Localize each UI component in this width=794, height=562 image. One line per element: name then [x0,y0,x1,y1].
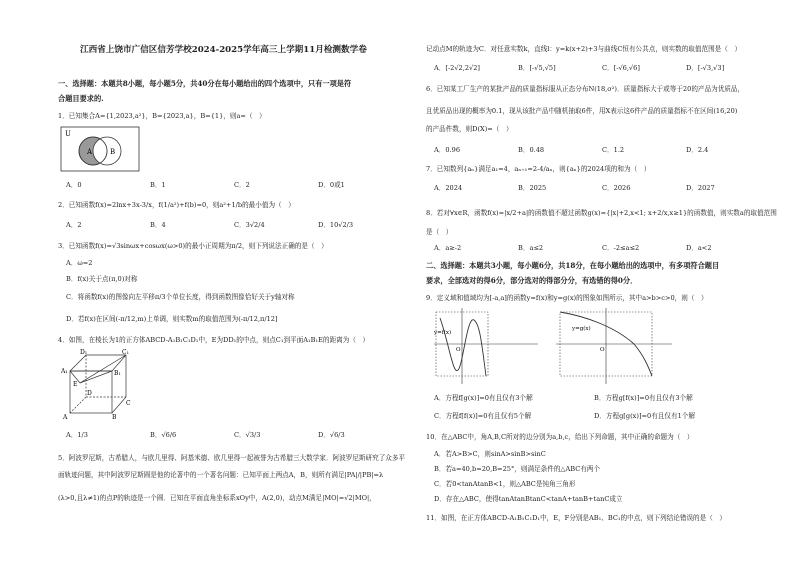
q2-option-a: A．2 [66,221,82,229]
venn-a-label: A [87,148,93,156]
q5-text-line-3: (λ>0,且λ≠1)的点P的轨迹是一个圆．已知在平面直角坐标系xOy中，A(2,0)，动点M满足|MO|=√2|MO|， [58,494,376,502]
q10-stem: 10．在△ABC中，角A,B,C所对的边分别为a,b,c，给出下列命题，其中正确的命题为（ ） [426,433,694,441]
q7-option-c: C．2026 [602,184,631,192]
venn-u-label: U [65,130,71,138]
venn-b-label: B [110,148,116,156]
cube-label-d1: D₁ [80,349,88,356]
q2-option-d: D．10√2/3 [318,221,354,229]
q3-option-a: A．ω=2 [66,259,93,267]
q1-option-b: B．1 [150,181,166,189]
q11-stem: 11．如图，在正方体ABCD-A₁B₁C₁D₁中，E，F分别是AB₁、BC₁的中点，则下列结论错误的是（ ） [426,514,727,522]
q3-option-b: B．f(x)关于点(π,0)对称 [66,275,138,283]
q8-option-a: A．a≥-2 [434,244,462,252]
q2-stem: 2．已知函数f(x)=2lnx+3x-3/x，f(1/a²)+f(b)=0，则a²+1/b的最小值为（ ） [58,201,295,209]
cube-label-a1: A₁ [61,368,68,375]
q8-option-d: D．a<2 [686,244,712,252]
section-2-header: 二、选择题：本题共3小题，每小题6分，共18分，在每小题给出的选项中，有多项符合题目 [426,261,720,270]
q6-option-d: D．2.4 [686,146,709,154]
q4-stem: 4．如图，在棱长为1的正方体ABCD-A₁B₁C₁D₁中，E为DD₁的中点，则点C₁到平面A₁B₁E的距离为（ ） [58,336,370,344]
q5-text-line-4: 记动点M的轨迹为C．对任意实数k，直线l：y=k(x+2)+3与曲线C恒有公共点，则实数的取值范围是（ ） [426,45,742,53]
cube-label-c: C [126,400,131,407]
q9-option-a: A．方程f[g(x)]=0有且仅有3个解 [434,394,533,402]
q6-option-b: B．0.48 [518,146,545,154]
section-1-header: 一、选择题：本题共8小题，每小题5分，共40分在每小题给出的四个选项中，只有一项是符 [58,79,352,88]
q3-stem: 3．已知函数f(x)=√3sinωx+cosωx(ω>0)的最小正周期为π/2，则下列说法正确的是（ ） [58,242,328,250]
right-column [426,0,777,562]
q7-stem: 7．已知数列{aₙ}满足a₁=4，aₙ₊₁=2-4/aₙ，则{aₙ}的2024项的和为（ ） [426,165,651,173]
q1-option-a: A．0 [66,181,82,189]
q10-option-a: A．若A>B>C，则sinA>sinB>sinC [434,450,546,458]
q1-option-d: D．0或1 [318,181,345,189]
q2-option-b: B．4 [150,221,166,229]
section-2-header-cont: 要求，全部选对的得6分，部分选对的得部分分，有选错的得0分． [426,276,638,285]
q7-option-d: D．2027 [686,184,715,192]
q8-text-line-2: 是（ ） [426,228,453,236]
cube-label-b1: B₁ [114,370,121,377]
q9-f-ylabel: y=f(x) [434,330,452,336]
page-title: 江西省上饶市广信区信芳学校2024-2025学年高三上学期11月检测数学卷 [80,45,367,55]
q1-venn-diagram [60,126,140,172]
q1-option-c: C．2 [234,181,250,189]
cube-label-e: E [73,381,78,388]
q4-option-c: C．√3/3 [234,431,261,439]
q4-cube-figure [60,349,132,421]
q4-option-b: B．√6/6 [150,431,177,439]
cube-label-b: B [112,414,117,421]
q9-graph-g [554,306,674,386]
left-column [58,0,406,562]
q5-option-d: D．[-√3,√3] [686,64,725,72]
q7-option-a: A．2024 [434,184,463,192]
q6-text-line-2: 且优质品出现的概率为0.1，现从该批产品中随机抽取6件，用X表示这6件产品的质量指标不在区间(16,20) [426,107,738,115]
q9-option-c: C．方程f[f(x)]=0有且仅有5个解 [434,412,532,420]
q5-text-line-2: 面轨迹问题，其中阿波罗尼斯圆是他的论著中的一个著名问题：已知平面上两点A，B，则所有满足|PA|/|PB|=λ [58,471,384,479]
q5-option-b: B．[-√5,√5] [518,64,556,72]
q6-text-line-3: 的产品件数，则D(X)=（ ） [426,125,513,133]
q9-g-ylabel: y=g(x) [572,326,591,332]
cube-label-a: A [63,414,68,421]
q5-option-c: C．[-√6,√6] [602,64,640,72]
q6-option-c: C．1.2 [602,146,625,154]
q8-option-b: B．a≤2 [518,244,544,252]
q7-option-b: B．2025 [518,184,547,192]
q4-option-d: D．√6/3 [318,431,345,439]
q9-graph-f [432,306,542,386]
q1-stem: 1．已知集合A={1,2023,a²}，B={2023,a}，B={1}，则a=（ ） [58,112,266,120]
cube-label-c1: C₁ [122,349,129,356]
q8-option-c: C．-2≤a≤2 [602,244,640,252]
q9-g-origin: O [600,347,605,353]
q4-option-a: A．1/3 [66,431,88,439]
q10-option-b: B．若a=40,b=20,B=25°，则满足条件的△ABC有两个 [434,465,601,473]
q6-text-line-1: 6．已知某工厂生产的某批产品的质量指标服从正态分布N(18,σ²)．质量指标大于或等于20的产品为优质品， [426,85,745,93]
q6-option-a: A．0.96 [434,146,461,154]
q3-option-d: D．若f(x)在区间(-π/12,m)上单调，则实数m的取值范围为(-π/12,π/12] [66,315,278,323]
q9-f-origin: O [456,347,461,353]
q5-text-line-1: 5．阿波罗尼斯，古希腊人，与欧几里得、阿基米德、欧几里得一起被誉为古希腊三大数学家．阿波罗尼斯研究了众多平 [58,454,406,462]
q9-option-b: B．方程g[f(x)]=0有且仅有3个解 [594,394,693,402]
cube-label-d: D [87,390,92,397]
q8-text-line-1: 8．若对∀x∈R，函数f(x)=|x/2+a|的函数值不超过函数g(x)={|x|+2,x<1; x+2/x,x≥1}的函数值，则实数a的取值范围 [426,209,777,217]
q3-option-c: C．将函数f(x)的图像向左平移π/3个单位长度，得到函数图像恰好关于y轴对称 [66,293,295,301]
q9-option-d: D．方程g[g(x)]=0有且仅有1个解 [594,412,695,420]
q2-option-c: C．3√2/4 [234,221,265,229]
q5-option-a: A．[-2√2,2√2] [434,64,481,72]
section-1-header-cont: 合题目要求的. [58,94,104,103]
q10-option-d: D．存在△ABC，使得tanAtanBtanC<tanA+tanB+tanC成立 [434,495,623,503]
q10-option-c: C．若0<tanAtanB<1，则△ABC是钝角三角形 [434,480,576,488]
q9-stem: 9．定义域和值域均为[-a,a]的函数y=f(x)和y=g(x)的图象如图所示，其中a>b>c>0，则（ ） [426,294,708,302]
